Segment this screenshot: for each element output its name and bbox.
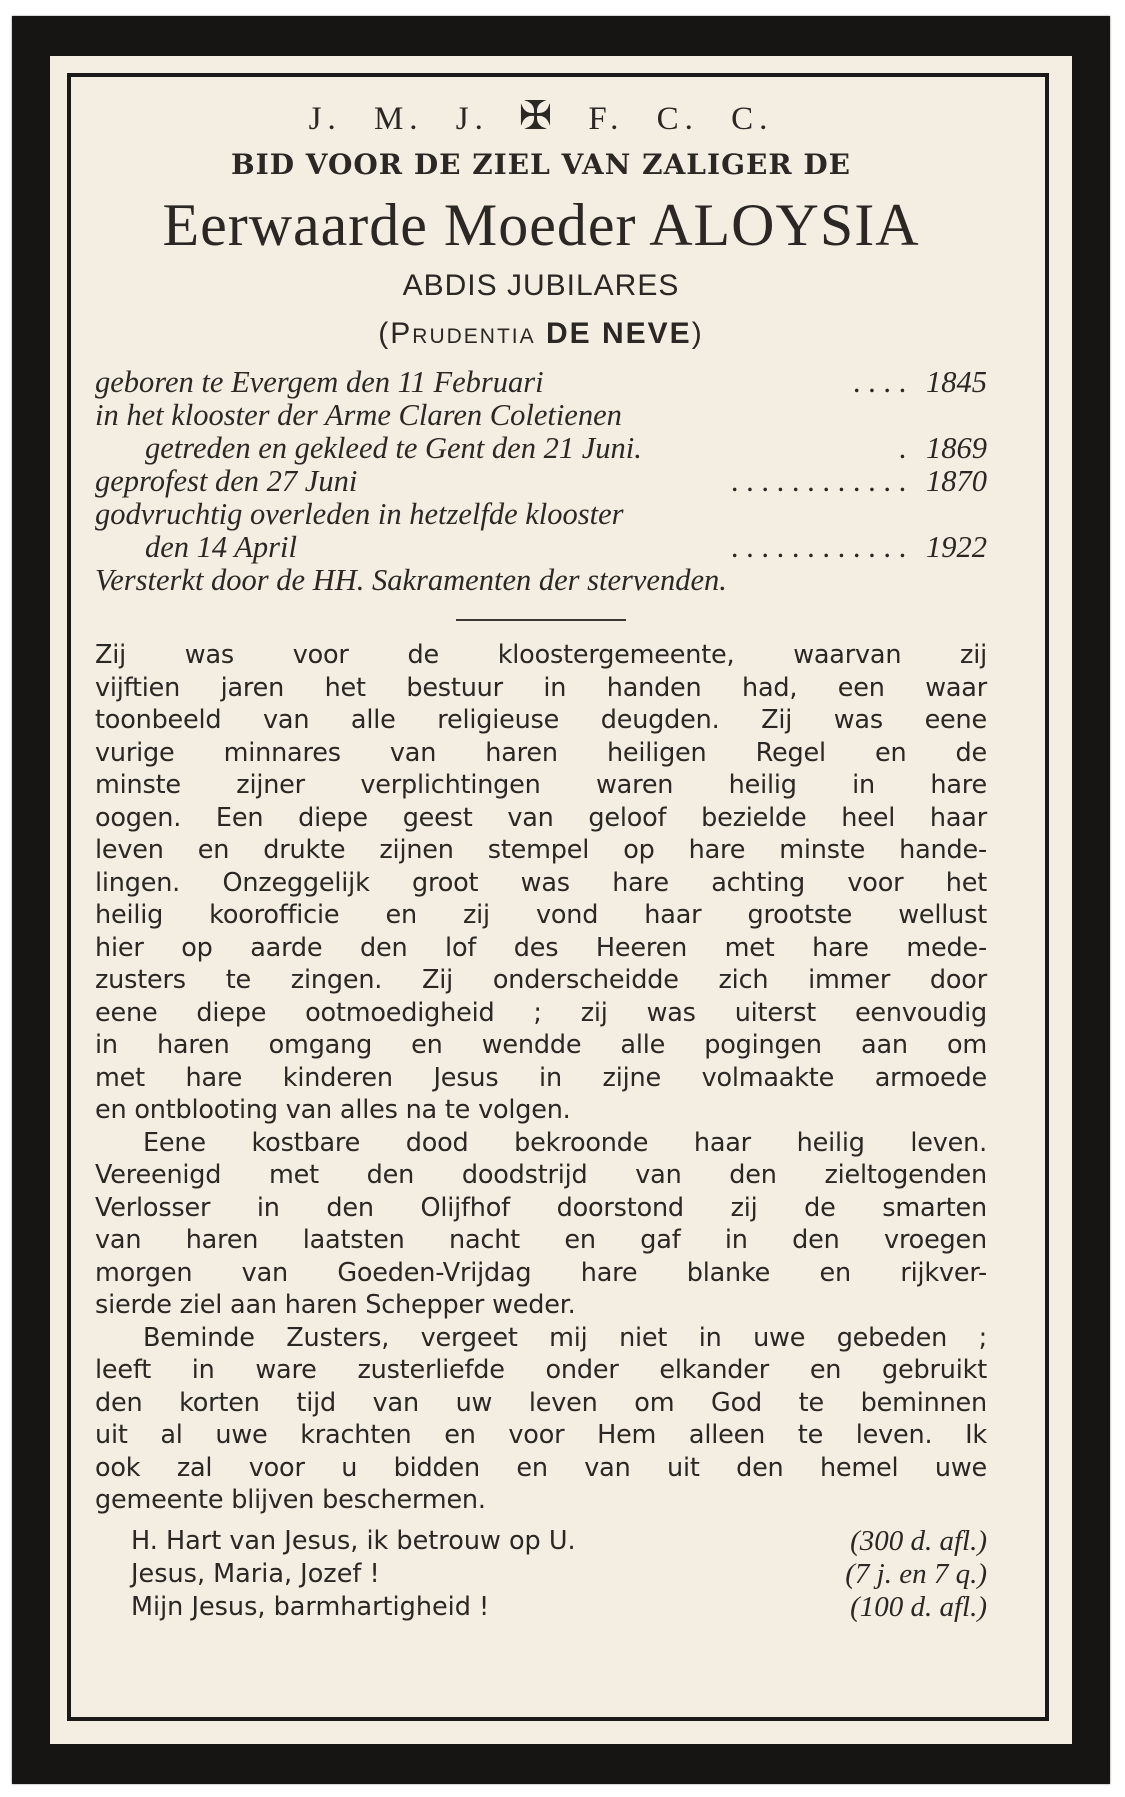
eulogy-line: lingen. Onzeggelijk groot was hare achting voor het <box>95 867 987 898</box>
date-text: godvruchtig overleden in hetzelfde klooster <box>95 498 624 531</box>
eulogy-line: eene diepe ootmoedigheid ; zij was uiterst eenvoudig <box>95 997 987 1028</box>
date-row <box>95 432 987 465</box>
civil-name-open: (Prudentia <box>378 317 546 350</box>
eulogy-line: hier op aarde den lof des Heeren met hare mede- <box>95 932 987 963</box>
date-year: 1845 <box>926 365 987 399</box>
eulogy-line: Vereenigd met den doodstrijd van den zieltogenden <box>95 1160 987 1190</box>
ejaculation-prayer: Jesus, Maria, Jozef ! <box>131 1558 380 1589</box>
eulogy-line: van haren laatsten nacht en gaf in den vroegen <box>95 1225 987 1255</box>
ejaculation-row <box>95 1591 987 1624</box>
date-text: Versterkt door de HH. Sakramenten der stervenden. <box>95 564 727 597</box>
date-dots: . . . . <box>853 365 907 399</box>
ejaculation-prayer: H. Hart van Jesus, ik betrouw op U. <box>131 1525 576 1556</box>
ejaculations <box>95 1525 987 1624</box>
prayer-request: BID VOOR DE ZIEL VAN ZALIGER DE <box>231 148 851 181</box>
date-text: geprofest den 27 Juni <box>95 465 358 498</box>
eulogy-line: oogen. Een diepe geest van geloof bezielde heel haar <box>95 802 987 833</box>
date-text: getreden en gekleed te Gent den 21 Juni. <box>145 432 642 465</box>
ejaculation-row <box>95 1525 987 1558</box>
cross-icon: ✠ <box>518 93 559 139</box>
eulogy-line: leeft in ware zusterliefde onder elkander en gebruikt <box>95 1355 987 1385</box>
date-text: den 14 April <box>145 531 297 564</box>
eulogy-line: ook zal voor u bidden en van uit den hemel uwe <box>95 1452 987 1483</box>
invocation-line <box>95 93 987 142</box>
date-row <box>95 465 987 498</box>
eulogy-line: vurige minnares van haren heiligen Regel en de <box>95 737 987 768</box>
date-text: geboren te Evergem den 11 Februari <box>95 366 544 399</box>
eulogy-line: minste zijner verplichtingen waren heilig in hare <box>95 770 987 800</box>
date-row <box>95 531 987 564</box>
ejaculation-row <box>95 1558 987 1591</box>
life-dates <box>95 366 987 597</box>
date-row <box>95 564 987 597</box>
civil-name-surname: DE NEVE <box>545 317 692 350</box>
deceased-title: ABDIS JUBILARES <box>402 269 680 302</box>
indulgence: (300 d. afl.) <box>850 1524 987 1557</box>
eulogy-line: sierde ziel aan haren Schepper weder. <box>95 1290 576 1320</box>
date-year: 1922 <box>926 530 987 564</box>
eulogy-line: in haren omgang en wendde alle pogingen aan om <box>95 1030 987 1060</box>
deceased-name: Eerwaarde Moeder ALOYSIA <box>162 192 920 258</box>
card-paper <box>50 56 1072 1744</box>
civil-name <box>95 310 987 358</box>
eulogy-line: en ontblooting van alles na te volgen. <box>95 1095 571 1125</box>
eulogy-line: Beminde Zusters, vergeet mij niet in uwe gebeden ; <box>143 1322 987 1353</box>
invocation-right: F. C. C. <box>588 101 774 137</box>
date-dots: . . . . . . . . . . . . <box>731 530 907 564</box>
eulogy-text <box>95 639 987 1517</box>
date-dots: . . . . . . . . . . . . <box>731 464 907 498</box>
eulogy-line: met hare kinderen Jesus in zijne volmaakte armoede <box>95 1062 987 1093</box>
date-text: in het klooster der Arme Claren Coletienen <box>95 399 622 432</box>
date-year: 1869 <box>926 431 987 465</box>
eulogy-line: uit al uwe krachten en voor Hem alleen te leven. Ik <box>95 1420 987 1450</box>
indulgence: (7 j. en 7 q.) <box>845 1557 987 1590</box>
date-dots: . <box>899 431 907 465</box>
date-row <box>95 498 987 531</box>
eulogy-line: vijftien jaren het bestuur in handen had, een waar <box>95 672 987 703</box>
date-year: 1870 <box>926 464 987 498</box>
civil-name-close: ) <box>691 317 704 350</box>
ejaculation-prayer: Mijn Jesus, barmhartigheid ! <box>131 1591 490 1622</box>
eulogy-line: zusters te zingen. Zij onderscheidde zich immer door <box>95 965 987 995</box>
eulogy-line: heilig koorofficie en zij vond haar grootste wellust <box>95 900 987 930</box>
date-row <box>95 399 987 432</box>
indulgence: (100 d. afl.) <box>850 1590 987 1623</box>
date-row <box>95 366 987 399</box>
invocation-left: J. M. J. <box>308 101 489 137</box>
eulogy-line: Verlosser in den Olijfhof doorstond zij de smarten <box>95 1192 987 1223</box>
eulogy-line: toonbeeld van alle religieuse deugden. Zij was eene <box>95 705 987 735</box>
eulogy-line: Eene kostbare dood bekroonde haar heilig leven. <box>143 1127 987 1158</box>
eulogy-line: den korten tijd van uw leven om God te beminnen <box>95 1387 987 1418</box>
eulogy-line: gemeente blijven beschermen. <box>95 1485 486 1515</box>
divider <box>456 619 626 621</box>
eulogy-line: morgen van Goeden-Vrijdag hare blanke en rijkver- <box>95 1257 987 1288</box>
card-content <box>95 93 987 1624</box>
eulogy-line: leven en drukte zijnen stempel op hare minste hande- <box>95 835 987 865</box>
eulogy-line: Zij was voor de kloostergemeente, waarvan zij <box>95 640 987 670</box>
memorial-card <box>12 16 1110 1784</box>
